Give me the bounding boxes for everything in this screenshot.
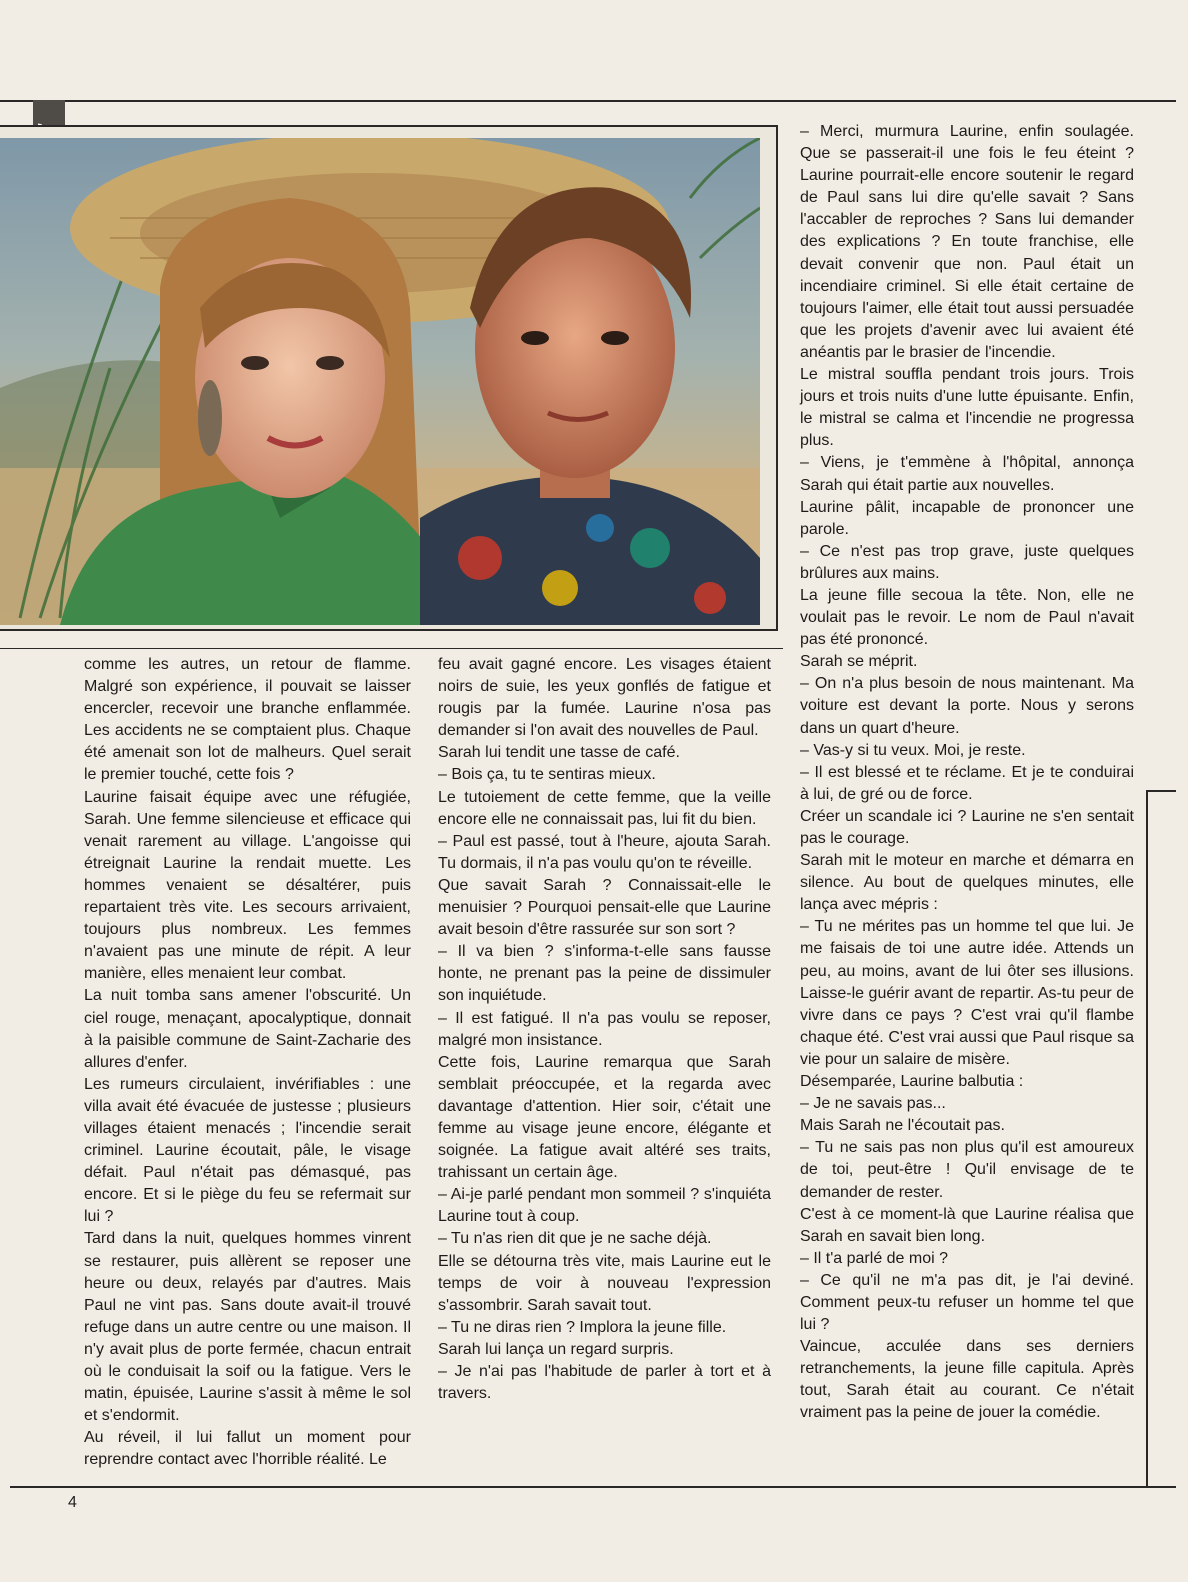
paragraph: – On n'a plus besoin de nous maintenant. Ma voiture est devant la porte. Nous y serons dans un quart d'heure. (800, 675, 1134, 737)
top-rule (0, 100, 1176, 102)
page-number: 4 (68, 1494, 77, 1511)
couple-photo (0, 138, 760, 625)
paragraph: – Il va bien ? s'informa-t-elle sans fausse honte, ne prenant pas la peine de dissimuler son inquiétude. (438, 943, 771, 1005)
paragraph: Laurine faisait équipe avec une réfugiée, Sarah. Une femme silencieuse et efficace qui venait rarement au village. L'angoisse qui étreignait Laurine la rendait muette. Les hommes venaient se désaltérer, puis repartaient très vite. Les secours arrivaient, toujours plus nombreux. Les femmes n'avaient pas une minute de répit. A leur manière, elles menaient leur combat. (84, 788, 411, 983)
paragraph: feu avait gagné encore. Les visages étaient noirs de suie, les yeux gonflés de fatigue et rougis par la fumée. Laurine n'osa pas demander si l'on avait des nouvelles de Paul. (438, 656, 771, 740)
paragraph: Laurine pâlit, incapable de prononcer une parole. (800, 498, 1134, 538)
couple-photo-icon (0, 138, 760, 625)
paragraph: – Viens, je t'emmène à l'hôpital, annonça Sarah qui était partie aux nouvelles. (800, 454, 1134, 494)
paragraph: – Ce n'est pas trop grave, juste quelques brûlures aux mains. (800, 542, 1134, 582)
paragraph: La nuit tomba sans amener l'obscurité. Un ciel rouge, menaçant, apocalyptique, donnait à la paisible commune de Saint-Zacharie des allures d'enfer. (84, 987, 411, 1071)
text-column-2 (438, 654, 771, 1405)
paragraph: – Tu ne sais pas non plus qu'il est amoureux de toi, peut-être ! Qu'il envisage de te demander de rester. (800, 1139, 1134, 1201)
paragraph: Sarah mit le moteur en marche et démarra en silence. Au bout de quelques minutes, elle lança avec mépris : (800, 852, 1134, 914)
paragraph: – Il est fatigué. Il n'a pas voulu se reposer, malgré mon insistance. (438, 1009, 771, 1049)
paragraph: Le mistral souffla pendant trois jours. Trois jours et trois nuits d'une lutte épuisante. Enfin, le mistral se calma et l'incendie ne progressa plus. (800, 366, 1134, 450)
paragraph: Le tutoiement de cette femme, que la veille encore elle ne connaissait pas, lui fit du bien. (438, 788, 771, 828)
paragraph: Sarah lui tendit une tasse de café. (438, 744, 680, 762)
paragraph: – Tu ne diras rien ? Implora la jeune fille. (438, 1318, 727, 1336)
paragraph: – Vas-y si tu veux. Moi, je reste. (800, 741, 1026, 759)
paragraph: Cette fois, Laurine remarqua que Sarah semblait préoccupée, et la regarda avec davantage d'attention. Hier soir, c'était une femme au visage jeune encore, élégante et soignée. La fatigue avait altéré ses traits, trahissant un certain âge. (438, 1053, 771, 1182)
column-rule (1146, 790, 1148, 1486)
photo-bottom-rule (0, 648, 783, 649)
paragraph: Désemparée, Laurine balbutia : (800, 1073, 1024, 1091)
paragraph: comme les autres, un retour de flamme. Malgré son expérience, il pouvait se laisser encercler, recevoir une branche enflammée. Les accidents ne se comptaient plus. Chaque été amenait son lot de malheurs. Quel serait le premier touché, cette fois ? (84, 656, 411, 784)
paragraph: Que savait Sarah ? Connaissait-elle le menuisier ? Pourquoi pensait-elle que Laurine avait besoin d'être rassurée sur son sort ? (438, 876, 771, 939)
paragraph: – Il t'a parlé de moi ? (800, 1249, 949, 1267)
paragraph: Mais Sarah ne l'écoutait pas. (800, 1117, 1005, 1135)
paragraph: – Il est blessé et te réclame. Et je te conduirai à lui, de gré ou de force. (800, 763, 1134, 803)
text-column-3 (800, 121, 1134, 1425)
paragraph: – Bois ça, tu te sentiras mieux. (438, 766, 656, 784)
paragraph: Sarah lui lança un regard surpris. (438, 1340, 674, 1358)
paragraph: Au réveil, il lui fallut un moment pour reprendre contact avec l'horrible réalité. Le (84, 1429, 411, 1469)
paragraph: – Je ne savais pas... (800, 1095, 946, 1113)
paragraph: Elle se détourna très vite, mais Laurine eut le temps de voir à nouveau l'expression s'assombrir. Sarah savait tout. (438, 1252, 771, 1314)
paragraph: – Tu ne mérites pas un homme tel que lui. Je me faisais de toi une autre idée. Attends un peu, au moins, avant de lui ôter ses illusions. Laisse-le guérir avant de repartir. As-tu peur de vivre dans ce pays ? C'est vrai qu'il flambe chaque été. C'est vrai aussi que Paul risque sa vie pour un salaire de misère. (800, 918, 1134, 1068)
paragraph: La jeune fille secoua la tête. Non, elle ne voulait pas le revoir. Le nom de Paul n'avait pas été prononcé. (800, 586, 1134, 649)
paragraph: – Ai-je parlé pendant mon sommeil ? s'inquiéta Laurine tout à coup. (438, 1186, 771, 1226)
paragraph: – Je n'ai pas l'habitude de parler à tort et à travers. (438, 1363, 771, 1403)
bottom-rule (10, 1486, 1176, 1488)
text-column-1 (84, 654, 411, 1471)
paragraph: Sarah se méprit. (800, 653, 918, 671)
paragraph: C'est à ce moment-là que Laurine réalisa que Sarah en savait bien long. (800, 1205, 1134, 1245)
paragraph: – Tu n'as rien dit que je ne sache déjà. (438, 1230, 712, 1248)
paragraph: Créer un scandale ici ? Laurine ne s'en sentait pas le courage. (800, 807, 1134, 847)
column-rule-hook (1146, 790, 1176, 792)
paragraph: Tard dans la nuit, quelques hommes vinrent se restaurer, puis allèrent se reposer une heure ou deux, relayés par d'autres. Mais Paul ne vint pas. Sans doute avait-il trouvé refuge dans un autre centre ou une maison. Il n'y avait plus de porte fermée, chacun entrait où le conduisait la soif ou la fatigue. Vers le matin, épuisée, Laurine s'assit à même le sol et s'endormit. (84, 1230, 411, 1425)
paragraph: – Paul est passé, tout à l'heure, ajouta Sarah. Tu dormais, il n'a pas voulu qu'on te réveille. (438, 832, 771, 872)
paragraph: – Merci, murmura Laurine, enfin soulagée. Que se passerait-il une fois le feu éteint ? Laurine pourrait-elle encore soutenir le regard de Paul sans lui dire qu'elle savait ? Sans l'accabler de reproches ? Sans lui demander des explications ? En toute franchise, elle devait convenir que non. Paul était un incendiaire criminel. Si elle était certaine de toujours l'aimer, elle était tout aussi persuadée que les projets d'avenir avec lui avaient été anéantis par le brasier de l'incendie. (800, 123, 1134, 361)
paragraph: Vaincue, acculée dans ses derniers retranchements, la jeune fille capitula. Après tout, Sarah était au courant. Ce n'était vraiment pas la peine de jouer la comédie. (800, 1338, 1134, 1422)
paragraph: Les rumeurs circulaient, invérifiables : une villa avait été évacuée de justesse ; plusieurs villages étaient menacés ; l'incendie serait criminel. Laurine écoutait, pâle, le visage défait. Paul n'était pas démasqué, pas encore. Et si le piège du feu se refermait sur lui ? (84, 1075, 411, 1226)
paragraph: – Ce qu'il ne m'a pas dit, je l'ai deviné. Comment peux-tu refuser un homme tel que lui ? (800, 1271, 1134, 1334)
